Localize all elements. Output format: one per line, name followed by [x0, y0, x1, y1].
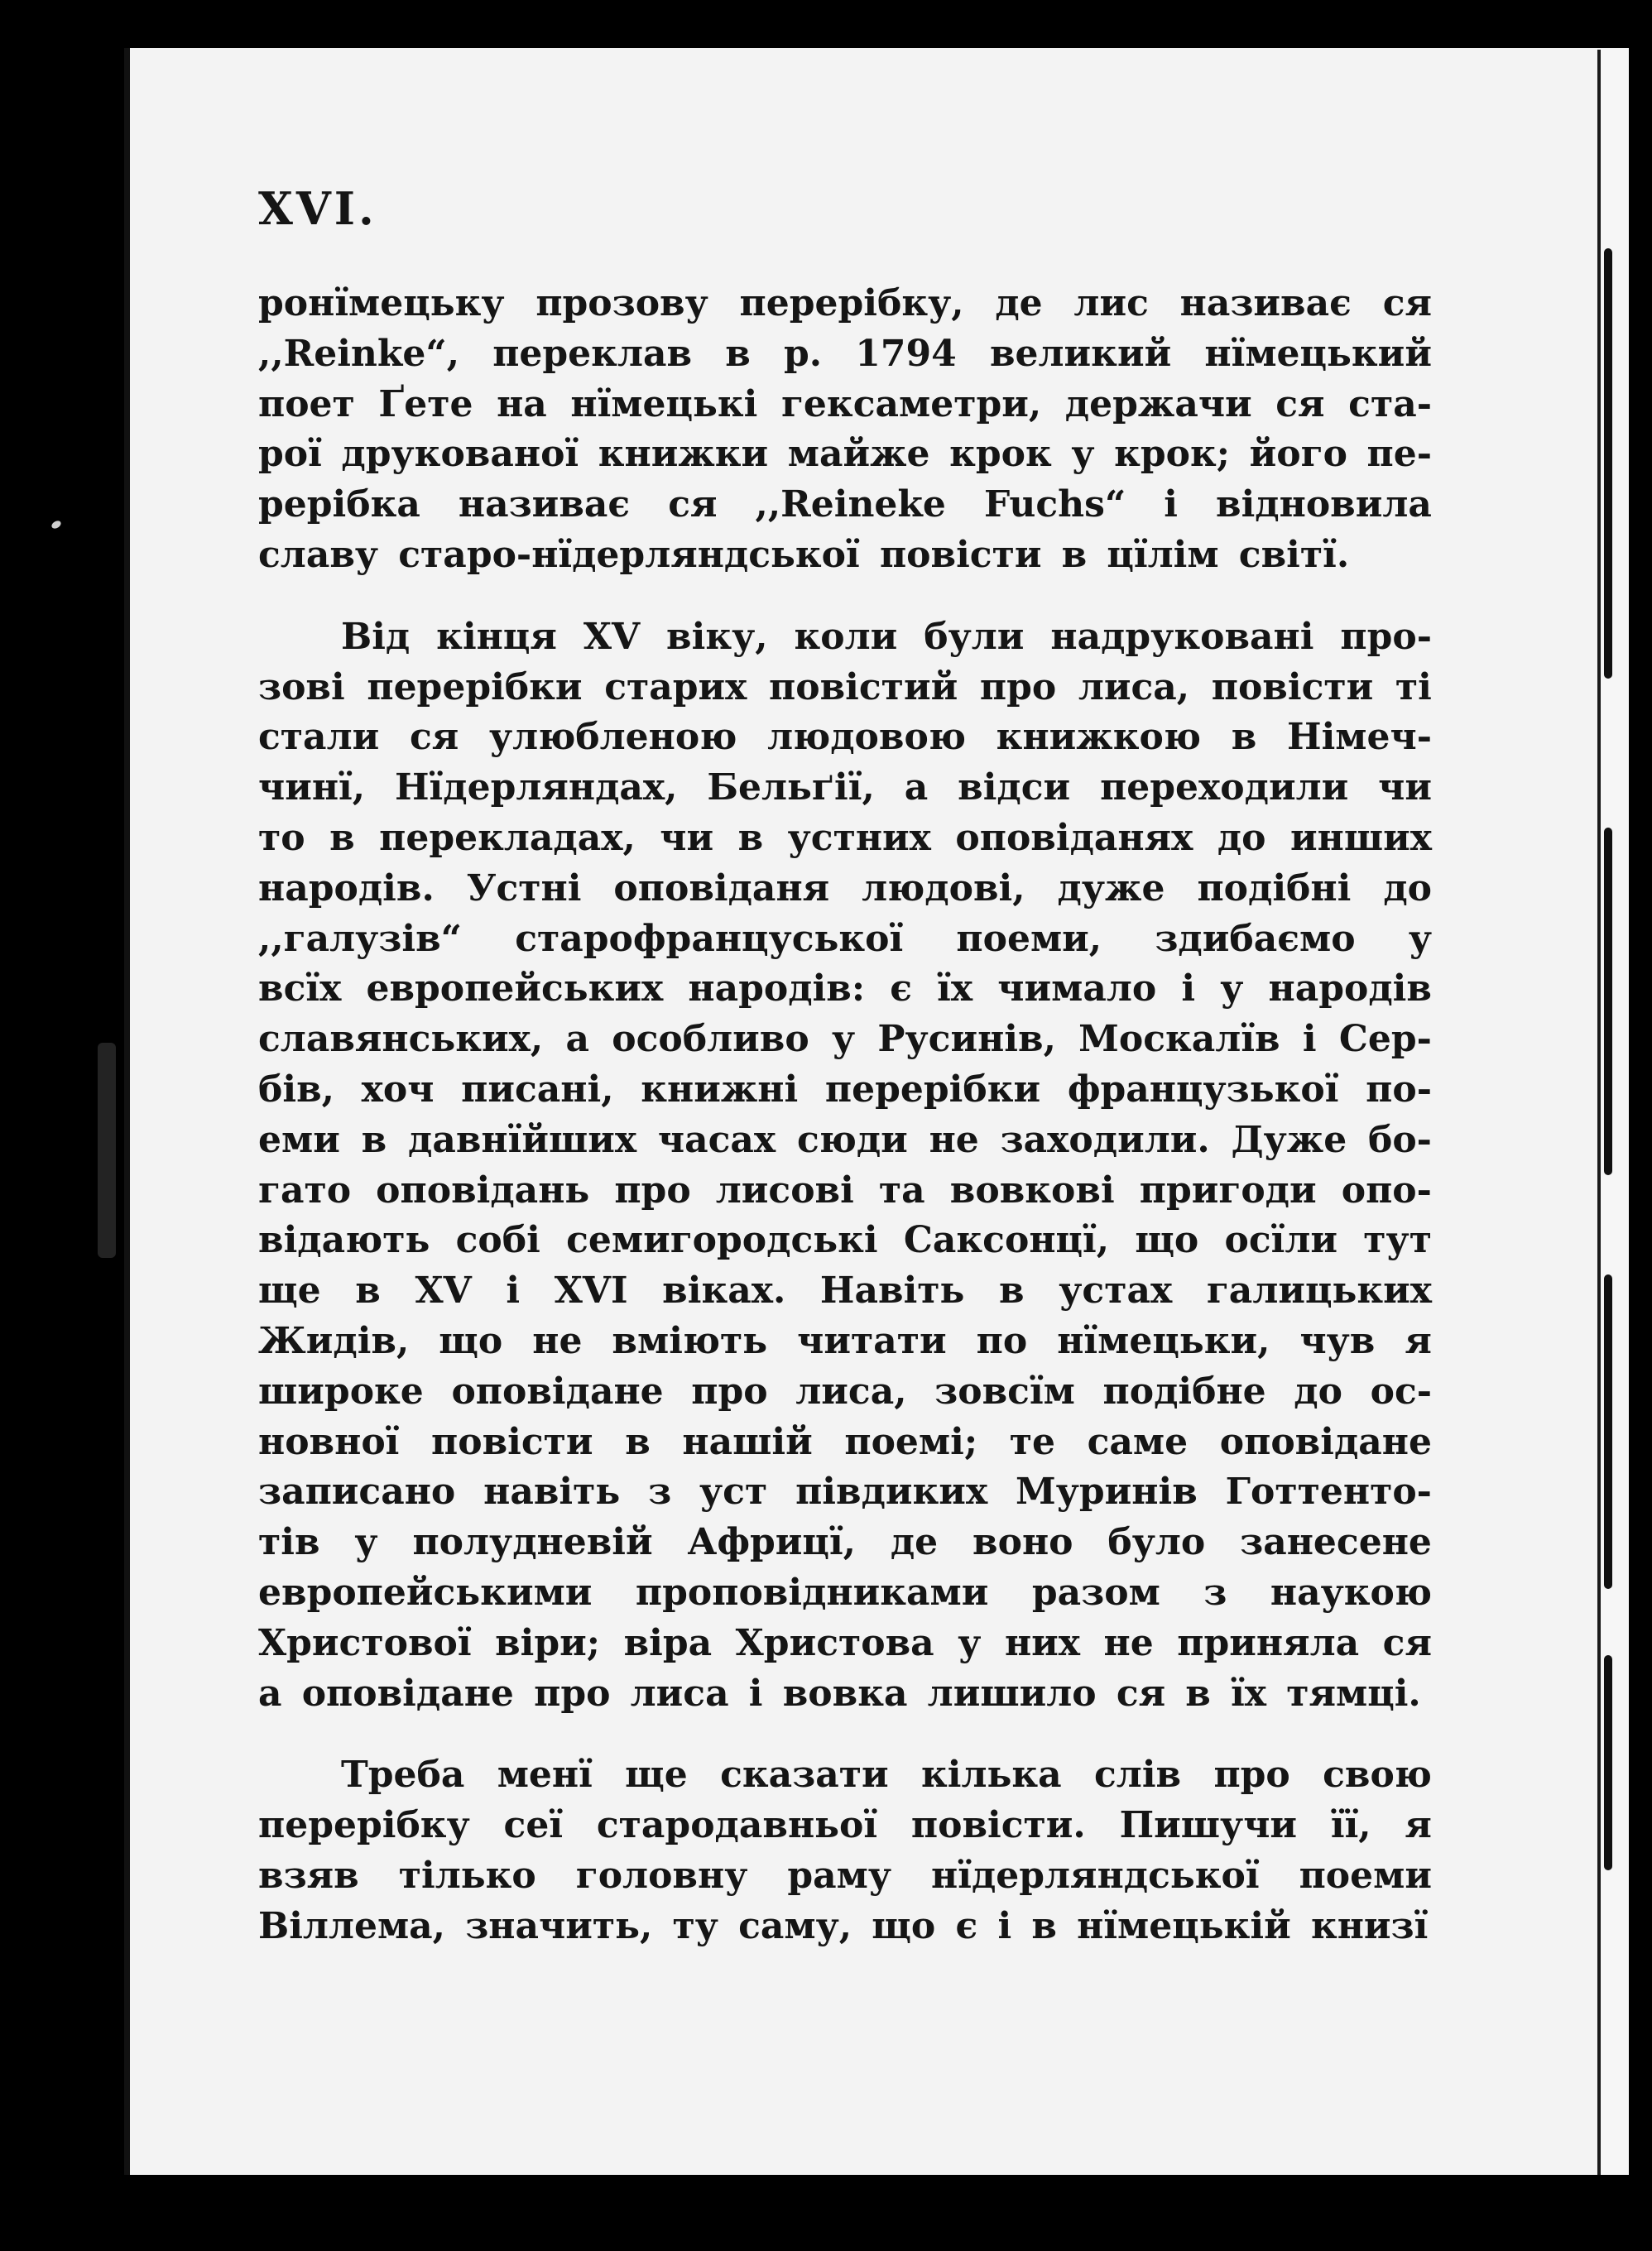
word: ще	[258, 1269, 321, 1313]
word: не	[929, 1118, 979, 1161]
word: всїх	[258, 967, 342, 1010]
word: XV	[583, 615, 641, 658]
word: про	[1213, 1754, 1290, 1797]
word: називає	[1179, 282, 1352, 324]
word: здибаємо	[1155, 917, 1356, 960]
word: в	[999, 1269, 1025, 1313]
word: наукою	[1270, 1571, 1432, 1614]
word: вовка	[782, 1672, 908, 1715]
word: пригоди	[1139, 1169, 1317, 1212]
word: оповідань	[376, 1169, 590, 1212]
word: крок	[949, 433, 1052, 476]
word: тямці.	[1286, 1672, 1421, 1715]
text-line	[258, 713, 1432, 763]
word: чи	[1378, 766, 1432, 809]
word: в	[1061, 533, 1088, 576]
word: в	[725, 332, 751, 375]
word: перерібки	[367, 665, 583, 708]
word: повісти	[879, 533, 1042, 576]
word: півдиких	[795, 1471, 988, 1514]
word: ста-	[1348, 382, 1432, 425]
paragraphs	[258, 279, 1432, 1952]
word: лис	[1073, 282, 1149, 324]
text-line	[258, 1266, 1432, 1317]
word: новної	[258, 1420, 400, 1463]
dust-speck	[50, 520, 62, 530]
text-line	[258, 864, 1432, 914]
word: переходили	[1100, 766, 1349, 809]
word: перерібку,	[739, 282, 964, 324]
word: з	[1203, 1571, 1227, 1614]
paragraph-gap	[258, 581, 1432, 612]
paragraph-gap	[258, 1719, 1432, 1750]
word: ся	[1275, 382, 1325, 425]
word: стародавньої	[596, 1804, 878, 1847]
word: нїмецькій	[1077, 1904, 1291, 1947]
word: лиса,	[795, 1370, 907, 1413]
word: є	[955, 1904, 978, 1947]
word: відси	[958, 766, 1071, 809]
word: устах	[1059, 1269, 1173, 1313]
word: коли	[794, 615, 898, 658]
word: проповідниками	[635, 1571, 989, 1614]
word: ся	[668, 483, 718, 526]
paragraph	[258, 1750, 1432, 1951]
word: семигородські	[566, 1219, 878, 1262]
word: Христової	[258, 1621, 472, 1664]
word: народів:	[688, 967, 866, 1010]
word: ,,Reineke	[755, 483, 946, 526]
word: опо-	[1341, 1169, 1432, 1212]
word: і	[1181, 967, 1196, 1010]
word: до	[1217, 816, 1266, 859]
word: майже	[787, 433, 930, 476]
edge-shadow-mark	[1604, 1655, 1612, 1870]
word: галицьких	[1206, 1269, 1432, 1313]
word: сказати	[720, 1754, 889, 1797]
word: ронїмецьку	[258, 282, 505, 324]
word: та	[878, 1169, 925, 1212]
text-line	[258, 1317, 1432, 1367]
word: Бельґії,	[707, 766, 875, 809]
word: повісти	[1211, 665, 1374, 708]
word: людові,	[862, 866, 1025, 910]
text-line	[258, 1619, 1432, 1669]
word: ся	[1382, 282, 1432, 324]
word: повісти.	[910, 1804, 1086, 1847]
word: саму,	[738, 1904, 852, 1947]
word: чи	[660, 816, 714, 859]
word: прозову	[535, 282, 708, 324]
word: що	[439, 1319, 503, 1362]
word: европейськими	[258, 1571, 593, 1614]
word: поеми,	[956, 917, 1102, 960]
word: Готтенто-	[1225, 1471, 1432, 1514]
word: про	[614, 1169, 691, 1212]
word: пе-	[1366, 433, 1432, 476]
word: друкованої	[341, 433, 579, 476]
word: Від	[341, 615, 411, 658]
word: нїмецьки,	[1057, 1319, 1270, 1362]
word: у	[1408, 917, 1432, 960]
word: в	[361, 1118, 387, 1161]
word: в	[355, 1269, 381, 1313]
word: поемі;	[844, 1420, 978, 1463]
word: европейських	[366, 967, 664, 1010]
word: Пишучи	[1119, 1804, 1298, 1847]
word: поет	[258, 382, 355, 425]
word: заходили.	[1000, 1118, 1210, 1161]
word: свою	[1323, 1754, 1432, 1797]
word: нашій	[682, 1420, 813, 1463]
word: кілька	[921, 1754, 1062, 1797]
word: у	[831, 1018, 856, 1061]
word: тілько	[398, 1854, 536, 1897]
word: книжкою	[996, 716, 1201, 759]
word: про	[534, 1672, 611, 1715]
word: перерібку	[258, 1804, 470, 1847]
word: значить,	[465, 1904, 653, 1947]
word: читати	[797, 1319, 947, 1362]
word: ос-	[1370, 1370, 1432, 1413]
word: осїли	[1224, 1219, 1338, 1262]
word: лишило	[927, 1672, 1097, 1715]
word: і	[748, 1672, 763, 1715]
word: вміють	[612, 1319, 768, 1362]
word: не	[1103, 1621, 1154, 1664]
word: XVI	[554, 1269, 628, 1313]
word: у	[958, 1621, 982, 1664]
word: Сер-	[1338, 1018, 1432, 1061]
word: воно	[972, 1521, 1073, 1564]
word: подібні	[1197, 866, 1352, 910]
page-number: XVI.	[258, 182, 377, 235]
word: книжки	[598, 433, 769, 476]
word: і	[997, 1904, 1012, 1947]
word: про	[979, 665, 1057, 708]
word: книзї	[1310, 1904, 1429, 1947]
word: у	[1220, 967, 1244, 1010]
word: ся	[409, 716, 459, 759]
paragraph	[258, 612, 1432, 1720]
word: чимало	[997, 967, 1157, 1010]
word: часах	[657, 1118, 776, 1161]
word: славянських,	[258, 1018, 544, 1061]
word: лисові	[715, 1169, 854, 1212]
word: в	[625, 1420, 651, 1463]
word: ще	[625, 1754, 688, 1797]
word: гексаметри,	[780, 382, 1042, 425]
word: віра	[623, 1621, 713, 1664]
text-line	[258, 430, 1432, 480]
text-line	[258, 1750, 1432, 1801]
word: тут	[1363, 1219, 1432, 1262]
word: його	[1249, 433, 1347, 476]
text-line	[258, 1467, 1432, 1518]
word: а	[565, 1018, 590, 1061]
word: книжні	[641, 1068, 799, 1111]
word: старо-нїдерляндської	[398, 533, 860, 576]
word: і	[506, 1269, 521, 1313]
word: широке	[258, 1370, 424, 1413]
word: а	[258, 1672, 282, 1715]
word: саме	[1087, 1420, 1189, 1463]
text-line	[258, 1116, 1432, 1166]
word: перекладах,	[379, 816, 636, 859]
word: дуже	[1057, 866, 1165, 910]
word: чув	[1299, 1319, 1376, 1362]
text-line	[258, 530, 1432, 581]
text-line	[258, 1669, 1432, 1720]
word: особливо	[612, 1018, 809, 1061]
word: їх	[937, 967, 973, 1010]
word: оповіданях	[955, 816, 1193, 859]
text-line	[258, 914, 1432, 965]
word: Жидів,	[258, 1319, 410, 1362]
word: народів	[1268, 967, 1432, 1010]
word: XV	[415, 1269, 472, 1313]
word: р.	[784, 332, 823, 375]
word: Муринів	[1016, 1471, 1198, 1514]
word: в	[1031, 1904, 1057, 1947]
word: писані,	[461, 1068, 614, 1111]
word: Москалїв	[1078, 1018, 1280, 1061]
word: гато	[258, 1169, 352, 1212]
text-line	[258, 279, 1432, 329]
word: що	[1135, 1219, 1199, 1262]
text-line	[258, 1518, 1432, 1568]
word: Русинів,	[877, 1018, 1056, 1061]
word: перерібки	[824, 1068, 1041, 1111]
text-line	[258, 663, 1432, 713]
word: не	[532, 1319, 583, 1362]
text-line	[258, 814, 1432, 864]
edge-shadow-mark	[1604, 1274, 1612, 1589]
word: на	[497, 382, 547, 425]
word: тів	[258, 1521, 320, 1564]
word: бів,	[258, 1068, 334, 1111]
word: Африцї,	[687, 1521, 856, 1564]
word: в	[1231, 716, 1257, 759]
word: зовсїм	[934, 1370, 1075, 1413]
word: Ґете	[378, 382, 473, 425]
word: повістий	[769, 665, 958, 708]
word: улюбленою	[489, 716, 737, 759]
word: славу	[258, 533, 379, 576]
word: стали	[258, 716, 380, 759]
word: надруковані	[1050, 615, 1314, 658]
word: записано	[258, 1471, 456, 1514]
word: віку,	[666, 615, 768, 658]
word: по-	[1366, 1068, 1432, 1111]
text-line	[258, 1166, 1432, 1217]
word: про	[691, 1370, 768, 1413]
text-line	[258, 1216, 1432, 1266]
word: по	[976, 1319, 1028, 1362]
text-line	[258, 1015, 1432, 1065]
word: називає	[458, 483, 631, 526]
word: приняла	[1177, 1621, 1360, 1664]
word: віри;	[495, 1621, 601, 1664]
word: в	[1185, 1672, 1211, 1715]
text-line	[258, 612, 1432, 663]
word: подібне	[1102, 1370, 1266, 1413]
word: кінця	[436, 615, 557, 658]
paragraph	[258, 279, 1432, 581]
text-line	[258, 380, 1432, 430]
word: народів.	[258, 866, 435, 910]
word: відновила	[1216, 483, 1432, 526]
word: чинї,	[258, 766, 366, 809]
word: головну	[575, 1854, 748, 1897]
word: з	[648, 1471, 672, 1514]
edge-shadow-mark	[1604, 248, 1612, 679]
word: я	[1405, 1804, 1432, 1847]
word: ,,галузів“	[258, 917, 462, 960]
text-line	[258, 1851, 1432, 1902]
word: полудневій	[412, 1521, 653, 1564]
word: до	[1294, 1370, 1342, 1413]
word: ся	[1382, 1621, 1432, 1664]
word: вовкові	[949, 1169, 1115, 1212]
text-line	[258, 329, 1432, 380]
word: крок;	[1114, 433, 1231, 476]
word: устних	[787, 816, 931, 859]
word: їх	[1231, 1672, 1267, 1715]
word: оповідане	[1219, 1420, 1432, 1463]
word: переклав	[492, 332, 693, 375]
word: слів	[1094, 1754, 1182, 1797]
word: Віллема,	[258, 1904, 445, 1947]
word: лиса,	[1078, 665, 1190, 708]
word: де	[995, 282, 1043, 324]
text-line	[258, 1568, 1432, 1619]
page-edge	[1597, 50, 1629, 2175]
word: що	[872, 1904, 936, 1947]
word: цїлім	[1107, 533, 1219, 576]
word: я	[1405, 1319, 1432, 1362]
word: французької	[1067, 1068, 1339, 1111]
word: старих	[604, 665, 747, 708]
text-line	[258, 1801, 1432, 1851]
word: уст	[699, 1471, 768, 1514]
word: зові	[258, 665, 345, 708]
word: Fuchs“	[983, 483, 1126, 526]
word: Навіть	[819, 1269, 965, 1313]
word: а	[904, 766, 929, 809]
word: то	[258, 816, 305, 859]
word: Саксонцї,	[903, 1219, 1110, 1262]
word: ся	[1116, 1672, 1166, 1715]
word: в	[737, 816, 764, 859]
word: в	[329, 816, 355, 859]
word: разом	[1031, 1571, 1160, 1614]
word: Нїдерляндах,	[394, 766, 678, 809]
text-line	[258, 480, 1432, 530]
word: Треба	[341, 1754, 465, 1797]
word: рерібка	[258, 483, 420, 526]
word: ,,Reinke“,	[258, 332, 460, 375]
word: Устні	[466, 866, 582, 910]
word: инших	[1289, 816, 1432, 859]
word: нїмецькі	[570, 382, 758, 425]
word: де	[890, 1521, 939, 1564]
word: було	[1107, 1521, 1206, 1564]
gutter-stain	[98, 1043, 116, 1258]
word: менї	[497, 1754, 593, 1797]
word: великий	[989, 332, 1172, 375]
word: сюди	[796, 1118, 908, 1161]
text-line	[258, 1902, 1432, 1952]
text-line	[258, 763, 1432, 814]
word: у	[1071, 433, 1095, 476]
word: світї.	[1238, 533, 1350, 576]
text-line	[258, 1418, 1432, 1468]
word: про-	[1340, 615, 1432, 658]
word: до	[1383, 866, 1432, 910]
word: і	[1164, 483, 1178, 526]
word: її,	[1330, 1804, 1371, 1847]
word: оповіданя	[613, 866, 830, 910]
word: сеї	[503, 1804, 564, 1847]
text-line	[258, 1065, 1432, 1116]
word: бо-	[1367, 1118, 1432, 1161]
word: лиса	[630, 1672, 729, 1715]
text-line	[258, 964, 1432, 1015]
word: нїмецький	[1204, 332, 1432, 375]
word: людовою	[767, 716, 966, 759]
word: 1794	[855, 332, 957, 375]
word: поеми	[1299, 1854, 1432, 1897]
word: повісти	[431, 1420, 593, 1463]
word: взяв	[258, 1854, 359, 1897]
word: них	[1004, 1621, 1081, 1664]
word: є	[890, 967, 913, 1010]
edge-shadow-mark	[1604, 828, 1612, 1175]
word: віках.	[662, 1269, 786, 1313]
word: рої	[258, 433, 322, 476]
word: старофранцуської	[515, 917, 904, 960]
word: навіть	[483, 1471, 621, 1514]
word: собі	[455, 1219, 540, 1262]
word: раму	[787, 1854, 892, 1897]
word: і	[1302, 1018, 1317, 1061]
word: оповідане	[451, 1370, 664, 1413]
word: занесене	[1240, 1521, 1432, 1564]
word: нїдерляндської	[931, 1854, 1260, 1897]
word: держачи	[1064, 382, 1252, 425]
word: Німеч-	[1287, 716, 1432, 759]
word: те	[1009, 1420, 1055, 1463]
page-text	[258, 182, 1432, 1952]
word: у	[354, 1521, 378, 1564]
word: еми	[258, 1118, 340, 1161]
text-line	[258, 1367, 1432, 1418]
word: відають	[258, 1219, 430, 1262]
word: Дуже	[1231, 1118, 1347, 1161]
word: ті	[1395, 665, 1432, 708]
word: ту	[672, 1904, 718, 1947]
word: давнїйших	[408, 1118, 637, 1161]
word: були	[924, 615, 1025, 658]
word: оповідане	[301, 1672, 514, 1715]
word: хоч	[361, 1068, 435, 1111]
word: Христова	[735, 1621, 934, 1664]
